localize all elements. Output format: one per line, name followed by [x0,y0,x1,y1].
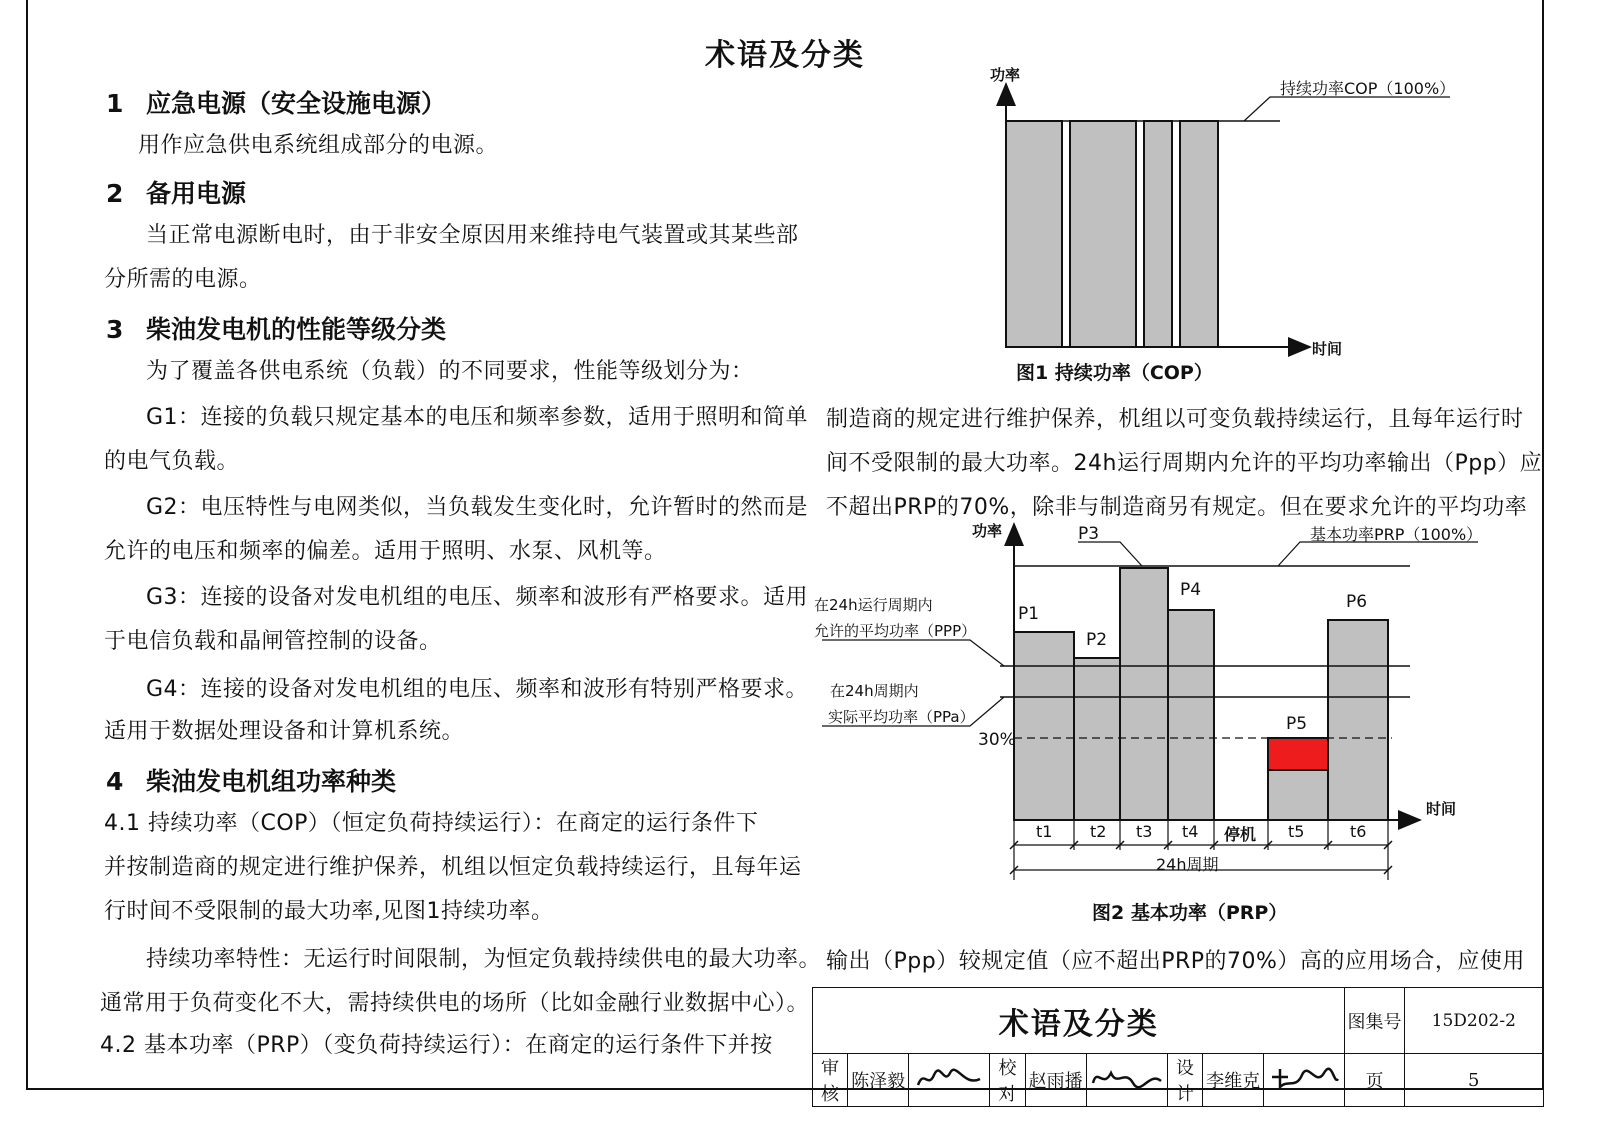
check-label: 校对 [990,1054,1025,1107]
g4-line1: G4：连接的设备对发电机组的电压、频率和波形有特别严格要求。 [146,677,809,702]
right-text-line1: 制造商的规定进行维护保养，机组以可变负载持续运行，且每年运行时 [826,407,1524,432]
g1-line1: G1：连接的负载只规定基本的电压和频率参数，适用于照明和简单 [146,405,809,430]
fig1-y-label: 功率 [990,66,1021,84]
right-text-line3: 不超出PRP的70%，除非与制造商另有规定。但在要求允许的平均功率 [826,495,1528,520]
page-number: 5 [1404,1054,1543,1107]
fig2-ppp-label-line2: 允许的平均功率（PPP） [814,622,977,640]
section-number: 1 [106,89,124,118]
page-title: 术语及分类 [705,38,865,73]
p41-line1: 4.1 持续功率（COP）（恒定负荷持续运行）：在商定的运行条件下 [104,811,759,836]
fig2-ppp-label-line1: 在24h运行周期内 [814,596,933,614]
fig2-ppp-leader [822,640,1004,666]
fig2-bar-p1 [1014,632,1074,820]
fig1-cop-label: 持续功率COP（100%） [1280,79,1456,98]
cop-line2: 通常用于负荷变化不大，需持续供电的场所（比如金融行业数据中心）。 [100,991,810,1016]
fig2-prp-label: 基本功率PRP（100%） [1310,525,1483,544]
section-2-body-line1: 当正常电源断电时，由于非安全原因用来维持电气装置或其某些部 [146,223,799,248]
section-number: 3 [106,315,124,344]
fig2-stop-label: 停机 [1224,825,1257,844]
fig2-x-label: 时间 [1426,800,1457,818]
section-title: 柴油发电机组功率种类 [146,767,397,796]
section-2-body-line2: 分所需的电源。 [104,267,262,292]
fig2-y-label: 功率 [972,522,1003,540]
review-label: 审核 [813,1054,848,1107]
section-title: 柴油发电机的性能等级分类 [146,315,447,344]
fig2-bar-p5 [1268,770,1328,820]
fig2-t3-label: t3 [1136,822,1153,841]
fig2-p3-label: P3 [1078,524,1100,544]
fig2-bar-p3 [1120,568,1168,820]
title-block [812,987,1544,1105]
right-text-line4: 输出（Ppp）较规定值（应不超出PRP的70%）高的应用场合，应使用 [826,949,1525,974]
g2-line1: G2：电压特性与电网类似，当负载发生变化时，允许暂时的然而是 [146,495,809,520]
fig2-bar-p6 [1328,620,1388,820]
fig2-t2-label: t2 [1090,822,1107,841]
g3-line1: G3：连接的设备对发电机组的电压、频率和波形有严格要求。适用 [146,585,809,610]
checker-signature [1086,1054,1167,1107]
fig2-t1-label: t1 [1036,822,1053,841]
p42-line1: 4.2 基本功率（PRP）（变负荷持续运行）：在商定的运行条件下并按 [100,1033,773,1058]
fig2-30pct-label: 30% [978,730,1016,750]
fig2-p2-label: P2 [1086,630,1108,650]
section-title: 备用电源 [146,179,247,208]
fig2-p6-label: P6 [1346,592,1368,612]
section-title: 应急电源（安全设施电源） [146,89,447,118]
g2-line2: 允许的电压和频率的偏差。适用于照明、水泵、风机等。 [104,539,667,564]
fig2-p5-label: P5 [1286,714,1308,734]
section-1-body: 用作应急供电系统组成部分的电源。 [138,133,499,158]
reviewer-name: 陈泽毅 [848,1054,909,1107]
designer-signature [1264,1054,1345,1107]
title-block-name: 术语及分类 [813,988,1345,1054]
fig2-t6-label: t6 [1350,822,1367,841]
fig2-24h-label: 24h周期 [1156,855,1219,874]
fig2-p1-label: P1 [1018,604,1040,624]
fig1-x-label: 时间 [1312,340,1343,358]
g4-line2: 适用于数据处理设备和计算机系统。 [104,719,465,744]
fig2-ppa-label-line2: 实际平均功率（PPa） [828,708,975,726]
fig2-p3-leader [1078,542,1142,566]
g3-line2: 于电信负载和晶闸管控制的设备。 [104,629,442,654]
cop-line1: 持续功率特性：无运行时间限制，为恒定负载持续供电的最大功率。 [146,947,822,972]
section-number: 4 [106,767,124,796]
fig2-caption: 图2 基本功率（PRP） [1092,902,1288,924]
atlas-label: 图集号 [1345,988,1404,1054]
fig2-p4-label: P4 [1180,580,1202,600]
fig2-prp-leader [1278,542,1478,566]
page-label: 页 [1345,1054,1404,1107]
designer-name: 李维克 [1203,1054,1264,1107]
fig2-bar-p4 [1168,610,1214,820]
checker-name: 赵雨播 [1025,1054,1086,1107]
p41-line2: 并按制造商的规定进行维护保养，机组以恒定负载持续运行，且每年运 [104,855,802,880]
fig2-t4-label: t4 [1182,822,1199,841]
section-3-intro: 为了覆盖各供电系统（负载）的不同要求，性能等级划分为： [146,359,754,384]
fig2-ppa-label-line1: 在24h周期内 [830,682,919,700]
atlas-number: 15D202-2 [1404,988,1543,1054]
section-number: 2 [106,179,124,208]
right-text-line2: 间不受限制的最大功率。24h运行周期内允许的平均功率输出（Ppp）应 [826,451,1543,476]
fig2-t5-label: t5 [1288,822,1305,841]
design-label: 设计 [1167,1054,1202,1107]
reviewer-signature [909,1054,990,1107]
fig1-caption: 图1 持续功率（COP） [1016,362,1213,384]
fig2-bar-p5-overload [1268,738,1328,770]
g1-line2: 的电气负载。 [104,449,240,474]
fig2-bar-p2 [1074,658,1120,820]
p41-line3: 行时间不受限制的最大功率,见图1持续功率。 [104,899,554,924]
